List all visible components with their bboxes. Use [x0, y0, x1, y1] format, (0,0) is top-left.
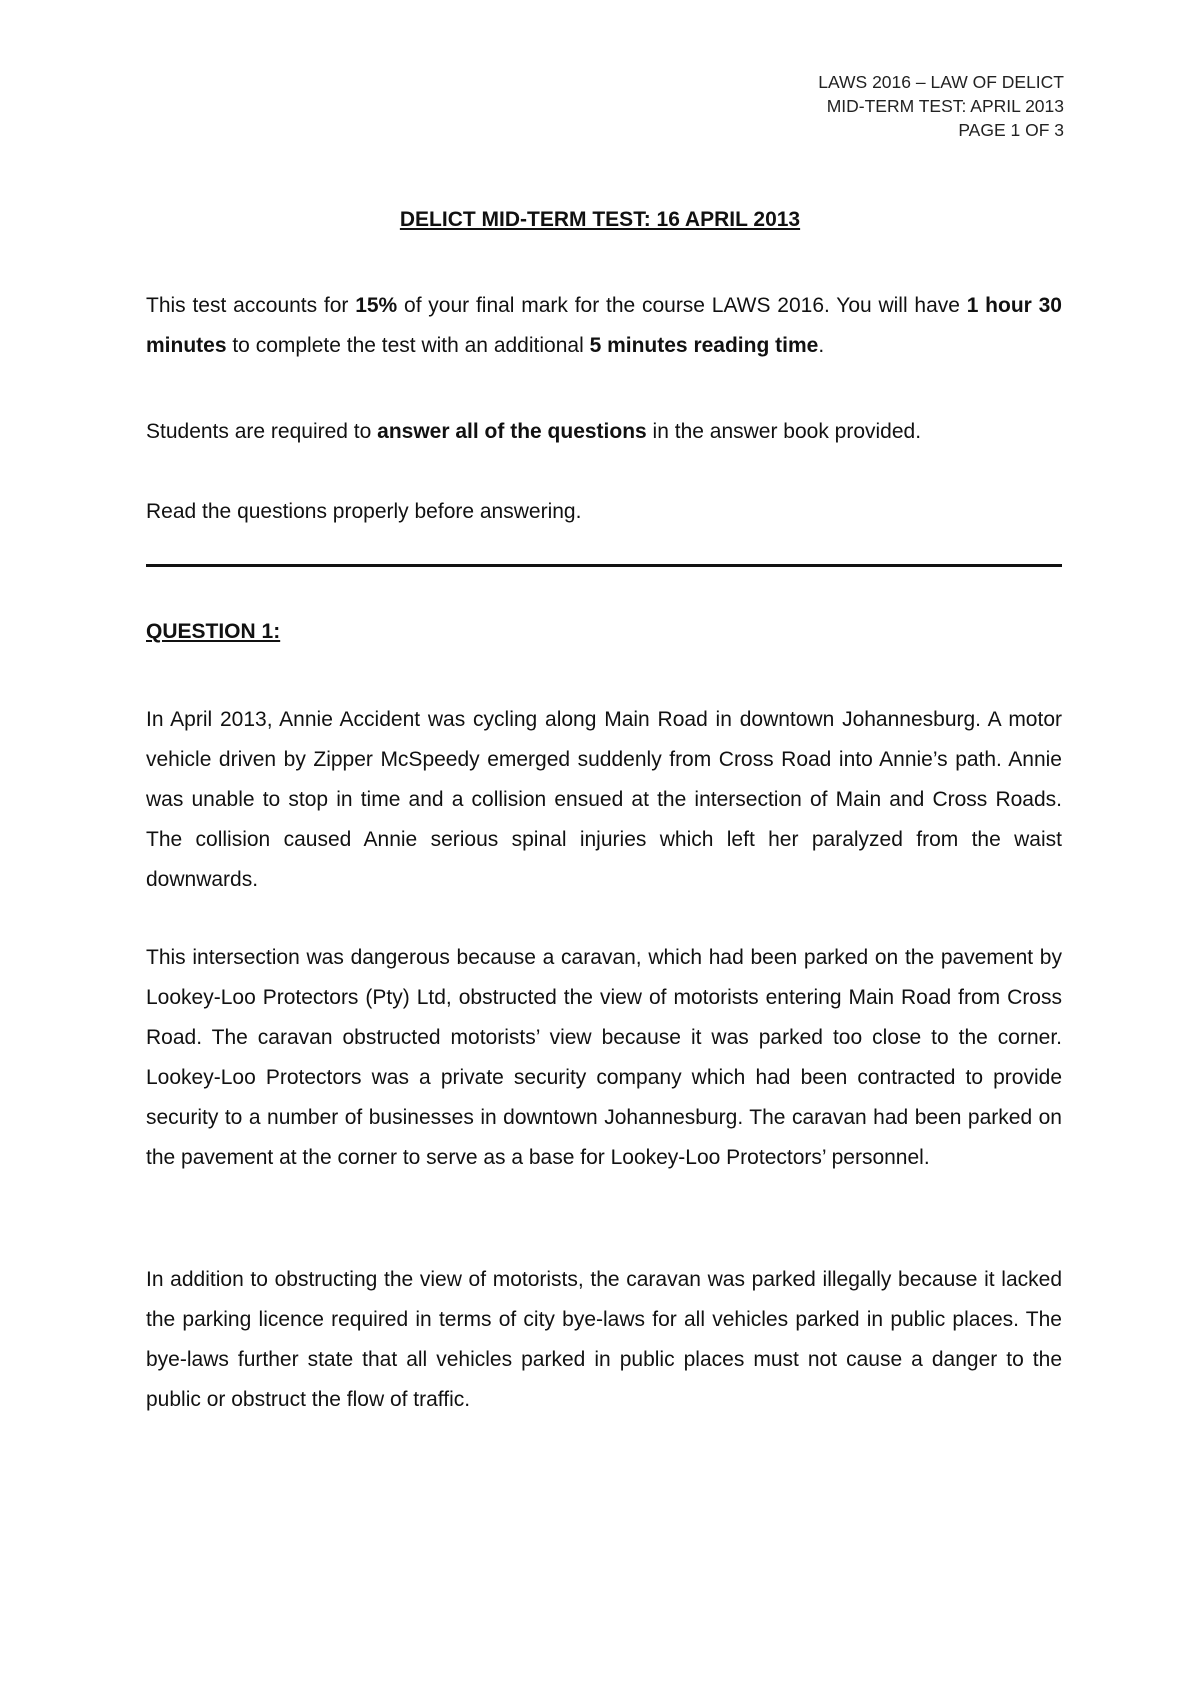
question-1-paragraph-1-text: In April 2013, Annie Accident was cycling along Main Road in downtown Johannesburg. A motor vehicle driven by Zipper McSpeedy emerged suddenly from Cross Road into Annie’s path. Annie was unable to stop in time and a collision ensued at the intersection of Main and Cross Roads. The collision caused Annie serious spinal injuries which left her paralyzed from the waist downwards.	[146, 708, 1062, 891]
intro-text-2: of your final mark for the course LAWS 2016. You will have	[397, 294, 967, 317]
question-1-paragraph-1	[146, 700, 1062, 900]
section-divider	[146, 564, 1062, 567]
header-page-line: PAGE 1 OF 3	[958, 120, 1064, 140]
question-1-paragraph-3	[146, 1260, 1062, 1420]
read-instruction-paragraph	[146, 492, 1062, 532]
header-test-line: MID-TERM TEST: APRIL 2013	[826, 96, 1064, 116]
header-course-line: LAWS 2016 – LAW OF DELICT	[818, 72, 1064, 92]
intro-paragraph	[146, 286, 1062, 366]
question-1-paragraph-2	[146, 938, 1062, 1178]
intro-bold-duration: 1 hour 30 minutes	[146, 294, 1062, 357]
students-bold-instruction: answer all of the questions	[377, 420, 647, 443]
read-instruction-text: Read the questions properly before answering.	[146, 500, 582, 523]
question-1-paragraph-2-text: This intersection was dangerous because a caravan, which had been parked on the pavement by Lookey-Loo Protectors (Pty) Ltd, obstructed the view of motorists entering Main Road from Cross Road. The caravan obstructed motorists’ view because it was parked too close to the corner. Lookey-Loo Protectors was a private security company which had been contracted to provide security to a number of businesses in downtown Johannesburg. The caravan had been parked on the pavement at the corner to serve as a base for Lookey-Loo Protectors’ personnel.	[146, 946, 1062, 1169]
intro-bold-percentage: 15%	[355, 294, 398, 317]
document-title: DELICT MID-TERM TEST: 16 APRIL 2013	[399, 208, 801, 231]
students-text-2: in the answer book provided.	[646, 420, 922, 443]
intro-text-3: to complete the test with an additional	[226, 334, 590, 357]
intro-bold-reading-time: 5 minutes reading time	[589, 334, 819, 357]
students-text-1: Students are required to	[146, 420, 378, 443]
intro-text-4: .	[818, 334, 825, 357]
page-header	[818, 70, 1064, 142]
intro-text-1: This test accounts for	[146, 294, 356, 317]
students-paragraph	[146, 412, 1062, 452]
question-1-heading: QUESTION 1:	[146, 620, 281, 643]
question-1-paragraph-3-text: In addition to obstructing the view of motorists, the caravan was parked illegally because it lacked the parking licence required in terms of city bye-laws for all vehicles parked in public places. The bye-laws further state that all vehicles parked in public places must not cause a danger to the public or obstruct the flow of traffic.	[146, 1268, 1062, 1411]
